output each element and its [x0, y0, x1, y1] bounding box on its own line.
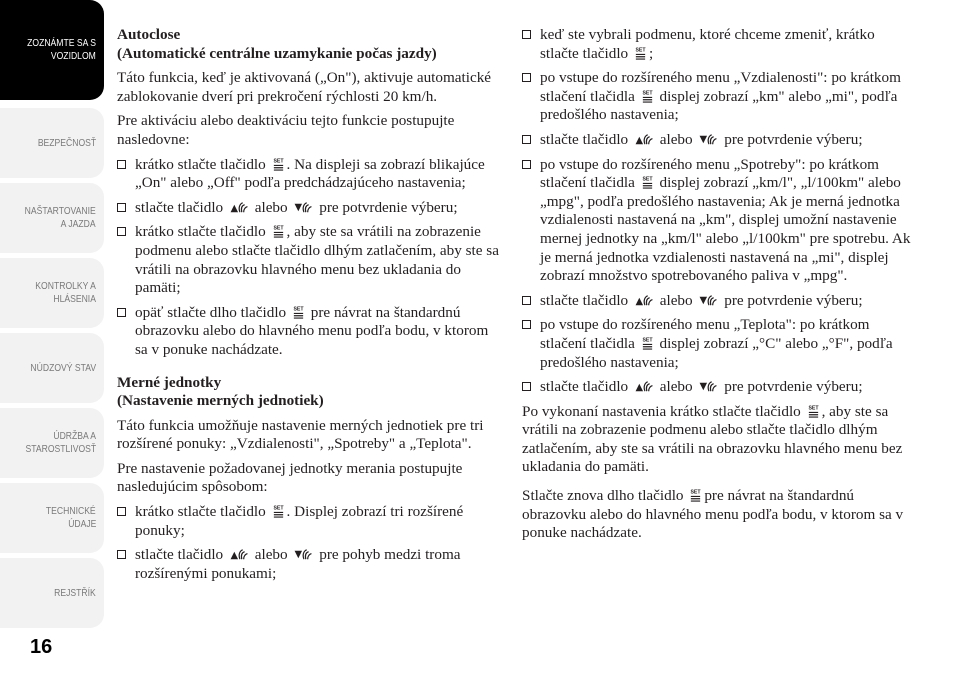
tab-label-line2: VOZIDLOM	[51, 50, 96, 62]
tab-label-line1: ÚDRŽBA A	[53, 430, 96, 442]
checkbox-bullet-icon	[117, 160, 126, 169]
tab-bezpecnost[interactable]	[0, 108, 104, 178]
tab-label-line1: ZOZNÁMTE SA S	[27, 37, 96, 49]
list-item: stlačte tlačidlo alebo pre potvrdenie výberu;	[522, 378, 914, 397]
tab-kontrolky-a-hlasenia[interactable]	[0, 258, 104, 328]
checkbox-bullet-icon	[522, 320, 531, 329]
checkbox-bullet-icon	[117, 227, 126, 236]
set-button-icon	[272, 224, 285, 239]
checkbox-bullet-icon	[117, 308, 126, 317]
set-button-icon	[641, 89, 654, 104]
list-item: keď ste vybrali podmenu, ktoré chceme zmeniť, krátko stlačte tlačidlo ;	[522, 26, 914, 63]
tab-label-line1: NÚDZOVÝ STAV	[30, 361, 96, 374]
autoclose-intro: Táto funkcia, keď je aktivovaná („On"), aktivuje automatické zablokovanie dverí pri prekročení rýchlosti 20 km/h.	[117, 69, 492, 105]
tab-label-line1: NAŠTARTOVANIE	[24, 205, 96, 217]
after-settings-paragraph: Po vykonaní nastavenia krátko stlačte tlačidlo , aby ste sa vrátili na zobrazenie podmenu alebo stlačte tlačidlo dlhým zatlačením, aby ste sa vrátili na obrazovku hlavného menu bez ukladania do pamäti.	[522, 402, 903, 476]
list-item: opäť stlačte dlho tlačidlo pre návrat na štandardnú obrazovku alebo do hlavného menu podľa bodu, v ktorom sa v ponuke nachádzate.	[117, 304, 501, 360]
tab-label-line2: A JAZDA	[61, 218, 96, 230]
units-heading: Merné jednotky (Nastavenie merných jednotiek)	[117, 373, 324, 410]
tab-label-line2: ÚDAJE	[67, 518, 96, 530]
down-arrow-button-icon	[293, 200, 313, 215]
right-column	[522, 26, 914, 549]
list-item: stlačte tlačidlo alebo pre potvrdenie výberu;	[522, 131, 914, 150]
set-button-icon	[634, 46, 647, 61]
set-button-icon	[272, 157, 285, 172]
list-item: po vstupe do rozšíreného menu „Spotreby": po krátkom stlačení tlačidla displej zobrazí „km/l", „l/100km" alebo „mpg", podľa predošlého nastavenia; Ak je merná jednotka vzdialenosti nastavená na „km", displej umožní nastavenie mernej jednotky na „km/l" alebo „l/100km" pre spotrebu. Ak je merná jednotka vzdialenosti nastavená na „mi", displej zobrazí množstvo spotrebovaného paliva v „mpg".	[522, 156, 914, 286]
down-arrow-button-icon	[698, 379, 718, 394]
checkbox-bullet-icon	[522, 296, 531, 305]
autoclose-instructions: Pre aktiváciu alebo deaktiváciu tejto funkcie postupujte nasledovne:	[117, 112, 455, 148]
up-arrow-button-icon	[229, 200, 249, 215]
set-button-icon	[689, 488, 702, 503]
set-button-icon	[807, 404, 820, 419]
left-column	[117, 26, 501, 589]
up-arrow-button-icon	[229, 547, 249, 562]
tab-label-line2: HLÁSENIA	[53, 293, 96, 305]
tab-label-line1: KONTROLKY A	[35, 280, 96, 292]
list-item: stlačte tlačidlo alebo pre pohyb medzi troma rozšírenými ponukami;	[117, 546, 501, 583]
page-number: 16	[30, 636, 53, 658]
set-button-icon	[292, 305, 305, 320]
checkbox-bullet-icon	[522, 160, 531, 169]
return-paragraph: Stlačte znova dlho tlačidlo pre návrat na štandardnú obrazovku alebo do hlavného menu podľa bodu, v ktorom sa v ponuke nachádzate.	[522, 487, 904, 542]
checkbox-bullet-icon	[117, 507, 126, 516]
list-item: stlačte tlačidlo alebo pre potvrdenie výberu;	[117, 199, 501, 218]
up-arrow-button-icon	[634, 132, 654, 147]
set-button-icon	[641, 175, 654, 190]
tab-udrzba-a-starostlivost[interactable]	[0, 408, 104, 478]
tab-label-line1: TECHNICKÉ	[46, 505, 96, 517]
list-item: krátko stlačte tlačidlo . Displej zobrazí tri rozšírené ponuky;	[117, 503, 501, 540]
checkbox-bullet-icon	[522, 73, 531, 82]
tab-rejstrik[interactable]	[0, 558, 104, 628]
units-intro: Táto funkcia umožňuje nastavenie merných jednotiek pre tri rozšírené ponuky: „Vzdialenosti", „Spotreby" a „Teplota".	[117, 416, 484, 453]
list-item: po vstupe do rozšíreného menu „Teplota": po krátkom stlačení tlačidla displej zobrazí „°C" alebo „°F", podľa predošlého nastavenia;	[522, 316, 914, 372]
units-instructions: Pre nastavenie požadovanej jednotky merania postupujte nasledujúcim spôsobom:	[117, 459, 463, 496]
checkbox-bullet-icon	[117, 550, 126, 559]
down-arrow-button-icon	[698, 132, 718, 147]
autoclose-heading: Autoclose (Automatické centrálne uzamykanie počas jazdy)	[117, 26, 437, 62]
tab-label-line1: REJSTŘÍK	[54, 586, 96, 599]
list-item: krátko stlačte tlačidlo . Na displeji sa zobrazí blikajúce „On" alebo „Off" podľa predchádzajúceho nastavenia;	[117, 156, 501, 193]
list-item: krátko stlačte tlačidlo , aby ste sa vrátili na zobrazenie podmenu alebo stlačte tlačidlo dlhým zatlačením, aby ste sa vrátili na obrazovku hlavného menu bez ukladania do pamäti;	[117, 223, 501, 297]
tab-label-line2: STAROSTLIVOSŤ	[25, 443, 96, 455]
checkbox-bullet-icon	[117, 203, 126, 212]
list-item: po vstupe do rozšíreného menu „Vzdialenosti": po krátkom stlačení tlačidla displej zobrazí „km" alebo „mi", podľa predošlého nastavenia;	[522, 69, 914, 125]
set-button-icon	[272, 504, 285, 519]
tab-label-line1: BEZPEČNOSŤ	[37, 136, 96, 149]
checkbox-bullet-icon	[522, 382, 531, 391]
tab-zoznamte-sa-s-vozidlom[interactable]	[0, 0, 104, 100]
down-arrow-button-icon	[698, 293, 718, 308]
set-button-icon	[641, 336, 654, 351]
up-arrow-button-icon	[634, 379, 654, 394]
down-arrow-button-icon	[293, 547, 313, 562]
tab-nudzovy-stav[interactable]	[0, 333, 104, 403]
checkbox-bullet-icon	[522, 135, 531, 144]
tab-technicke-udaje[interactable]	[0, 483, 104, 553]
list-item: stlačte tlačidlo alebo pre potvrdenie výberu;	[522, 292, 914, 311]
chapter-sidebar	[0, 0, 104, 686]
up-arrow-button-icon	[634, 293, 654, 308]
tab-nastartovanie-a-jazda[interactable]	[0, 183, 104, 253]
checkbox-bullet-icon	[522, 30, 531, 39]
